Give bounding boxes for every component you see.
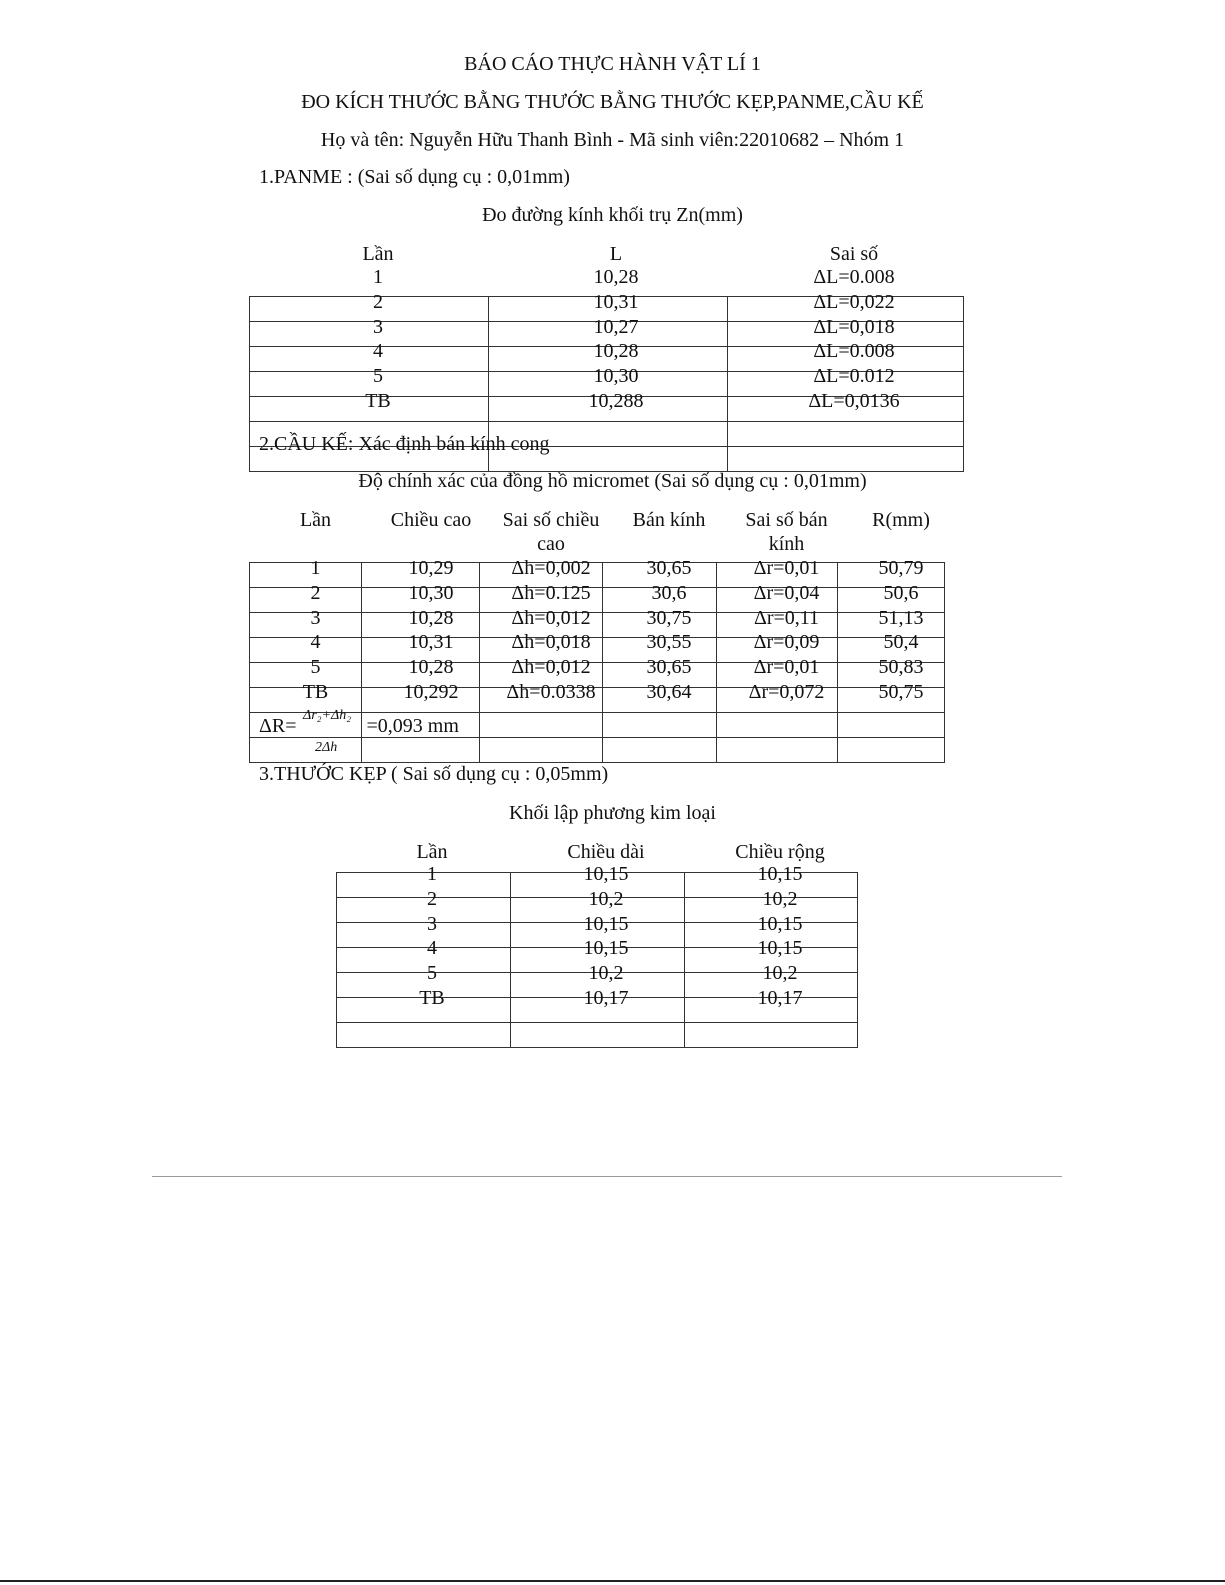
table3-cell: 5	[427, 962, 437, 985]
table3-cell: 10,15	[757, 937, 803, 960]
table1-cell: 10,288	[588, 390, 644, 412]
table1-cell: ΔL=0,018	[813, 315, 895, 338]
table3-cell: 10,15	[583, 912, 629, 935]
table2-cell: Δr=0,09	[753, 631, 820, 654]
table1-cell: 5	[373, 365, 383, 388]
student-info: Họ và tên: Nguyễn Hữu Thanh Bình - Mã sinh viên:22010682 – Nhóm 1	[320, 129, 905, 151]
table1-cell: 10,27	[593, 315, 639, 338]
table2-header-saiso-chieucao: Sai số chiều cao	[502, 509, 600, 555]
table1-cell: 4	[373, 340, 383, 363]
formula-result: =0,093 mm	[366, 715, 459, 737]
section3-heading: 3.THƯỚC KẸP ( Sai số dụng cụ : 0,05mm)	[259, 763, 609, 785]
table1-cell: 10,28	[593, 340, 639, 363]
table2-cell: Δr=0,04	[753, 581, 820, 604]
table2-cell: 10,28	[408, 606, 454, 629]
table1-cell: 10,31	[593, 290, 639, 313]
table3-cell: 10,15	[583, 863, 629, 885]
table2-cell: TB	[302, 681, 329, 703]
table2-cell: Δr=0,01	[753, 656, 820, 679]
table1-cell: ΔL=0,022	[813, 290, 895, 313]
table2-cell: 30,6	[651, 581, 687, 604]
page-divider	[152, 1176, 1062, 1177]
table2-cell: 30,65	[646, 656, 692, 679]
table3-cell: 10,2	[588, 962, 624, 985]
table3-cell: 1	[427, 863, 437, 885]
report-subtitle: ĐO KÍCH THƯỚC BẰNG THƯỚC BẰNG THƯỚC KẸP,PANME,CẦU KẾ	[301, 91, 924, 113]
table1-header-lan: Lần	[362, 243, 394, 265]
table3-cell: 3	[427, 912, 437, 935]
table2-cell: 50,6	[883, 581, 919, 604]
table2-cell: 10,292	[403, 681, 459, 703]
table3-cell: 10,17	[757, 987, 803, 1009]
table2-cell: 30,64	[646, 681, 692, 703]
table1-cell: ΔL=0,0136	[808, 390, 900, 412]
table2-header-bankinh: Bán kính	[632, 509, 706, 531]
page-bottom-rule	[0, 1580, 1225, 1582]
table2-cell: Δh=0.125	[511, 581, 591, 604]
table2-cell: 3	[310, 606, 321, 629]
table2-cell: Δh=0,012	[511, 606, 591, 629]
table2-cell: 1	[310, 557, 321, 579]
table1-cell: ΔL=0.012	[813, 365, 895, 388]
table1-cell: 1	[373, 266, 383, 288]
table3-cell: 10,15	[583, 937, 629, 960]
formula-denominator: 2Δh	[315, 740, 338, 755]
table2-cell: 2	[310, 581, 321, 604]
table2-cell: 50,75	[878, 681, 924, 703]
table2-cell: 30,55	[646, 631, 692, 654]
delta-r-formula	[259, 708, 459, 755]
table2-cell: Δh=0.0338	[506, 681, 596, 703]
table2-cell: Δr=0,072	[748, 681, 825, 703]
table1-cell: 2	[373, 290, 383, 313]
table1-cell: ΔL=0.008	[813, 340, 895, 363]
table2-cell: 50,79	[878, 557, 924, 579]
formula-lhs: ΔR=	[259, 715, 297, 737]
table1-header-l: L	[609, 243, 623, 265]
table3-cell: 4	[427, 937, 437, 960]
table2-cell: 10,31	[408, 631, 454, 654]
table3-cell: 10,15	[757, 863, 803, 885]
table2-cell: 30,65	[646, 557, 692, 579]
table2-cell: 10,29	[408, 557, 454, 579]
table2-cell: 50,83	[878, 656, 924, 679]
table1-cell: 10,30	[593, 365, 639, 388]
section3-caption: Khối lập phương kim loại	[509, 802, 716, 824]
table2-cell: 4	[310, 631, 321, 654]
table2-header-chieucao: Chiều cao	[390, 509, 472, 531]
table2-cell: Δr=0,01	[753, 557, 820, 579]
section1-heading: 1.PANME : (Sai số dụng cụ : 0,01mm)	[259, 166, 570, 188]
table1-cell: TB	[365, 390, 391, 412]
section2-caption: Độ chính xác của đồng hồ micromet (Sai số dụng cụ : 0,01mm)	[358, 470, 867, 492]
table3-cell: TB	[419, 987, 445, 1009]
table1-header-saiso: Sai số	[829, 243, 879, 265]
section1-caption: Đo đường kính khối trụ Zn(mm)	[482, 204, 743, 226]
table2-cell: 10,30	[408, 581, 454, 604]
report-title: BÁO CÁO THỰC HÀNH VẬT LÍ 1	[464, 53, 761, 75]
table2-cell: Δh=0,012	[511, 656, 591, 679]
table3-cell: 10,2	[762, 962, 798, 985]
table3-cell: 10,2	[588, 887, 624, 910]
section2-heading: 2.CẦU KẾ: Xác định bán kính cong	[259, 433, 550, 455]
table2-cell: 50,4	[883, 631, 919, 654]
table3-header-chieudai: Chiều dài	[567, 841, 645, 863]
table1-cell: ΔL=0.008	[813, 266, 895, 288]
table2-header-lan: Lần	[299, 509, 332, 531]
table3-cell: 2	[427, 887, 437, 910]
table1-cell: 3	[373, 315, 383, 338]
table2-cell: 10,28	[408, 656, 454, 679]
table2-cell: Δh=0,018	[511, 631, 591, 654]
table3-cell: 10,15	[757, 912, 803, 935]
table1-cell: 10,28	[593, 266, 639, 288]
table2-cell: 30,75	[646, 606, 692, 629]
table3-header-chieurong: Chiều rộng	[735, 841, 825, 863]
table3-cell: 10,17	[583, 987, 629, 1009]
table2-cell: 51,13	[878, 606, 924, 629]
formula-numerator: Δr₂+Δh₂	[303, 708, 352, 723]
table2-header-saiso-bankinh: Sai số bán kính	[745, 509, 828, 555]
table2-cell: Δr=0,11	[753, 606, 820, 629]
table2-header-r: R(mm)	[872, 509, 930, 531]
table3-header-lan: Lần	[416, 841, 448, 863]
table2-cell: Δh=0,002	[511, 557, 591, 579]
table3-cell: 10,2	[762, 887, 798, 910]
table2-cell: 5	[310, 656, 321, 679]
